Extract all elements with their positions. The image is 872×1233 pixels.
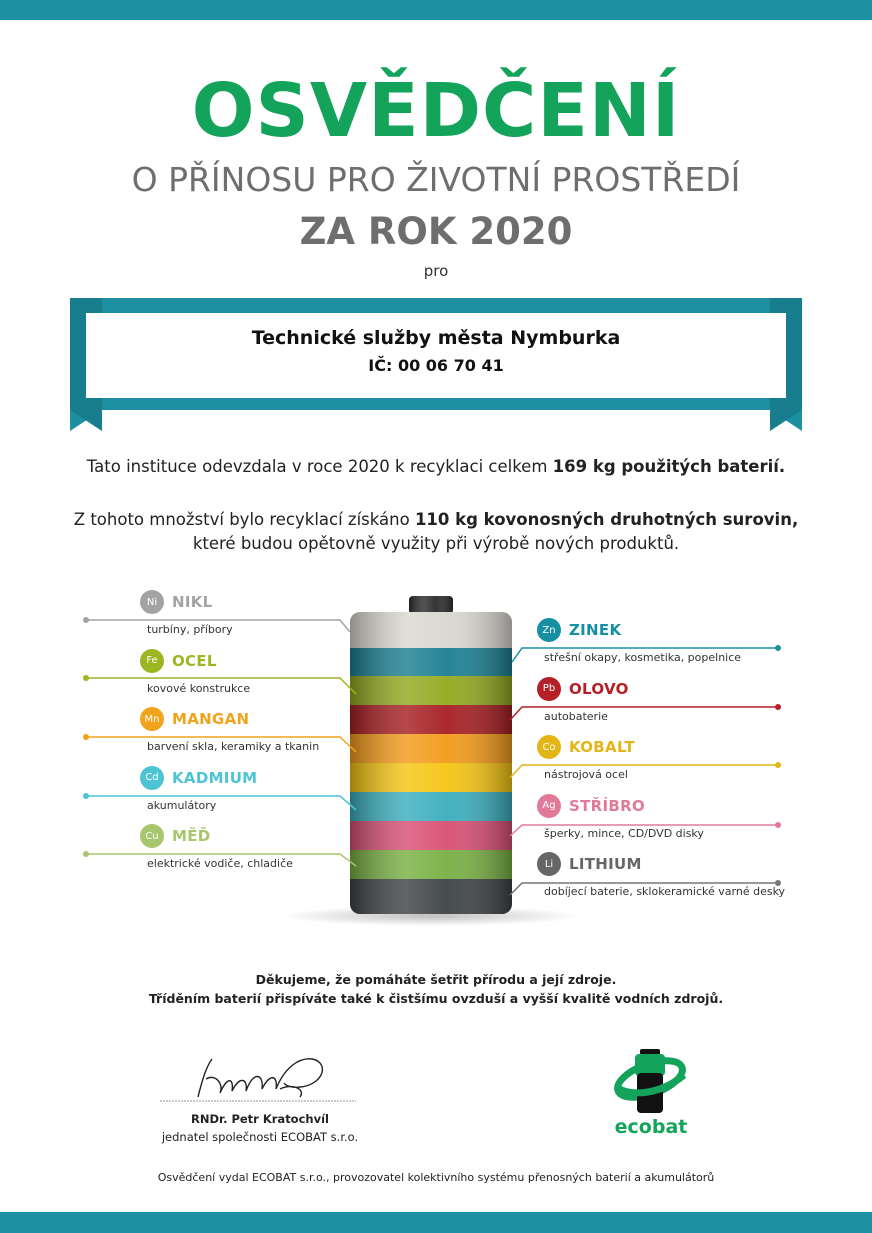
thanks-line-2: Tříděním baterií přispíváte také k čistšímu ovzduší a vyšší kvalitě vodních zdrojů. <box>148 991 724 1006</box>
metal-stříbro <box>537 794 704 840</box>
metal-usage: kovové konstrukce <box>147 681 251 695</box>
metal-header <box>537 677 629 701</box>
metal-symbol: Ni <box>140 590 164 614</box>
footer-note: Osvědčení vydal ECOBAT s.r.o., provozovatel kolektivního systému přenosných baterií a akumulátorů <box>157 1171 715 1184</box>
signer-role: jednatel společnosti ECOBAT s.r.o. <box>161 1130 359 1144</box>
metal-symbol: Mn <box>140 707 164 731</box>
bottom-bar <box>0 1212 872 1233</box>
metal-name: STŘÍBRO <box>569 796 646 815</box>
metal-symbol: Zn <box>537 618 561 642</box>
metal-header <box>537 794 704 818</box>
signature-mark <box>160 1045 360 1107</box>
metal-zinek <box>537 618 741 664</box>
metal-usage: barvení skla, keramiky a tkanin <box>147 740 320 753</box>
metal-kadmium <box>140 766 257 812</box>
metal-nikl <box>140 590 233 636</box>
metal-usage: střešní okapy, kosmetika, popelnice <box>544 651 742 664</box>
metal-header <box>140 707 319 731</box>
ecobat-logo-text: ecobat <box>614 1116 688 1138</box>
metal-header <box>140 824 293 848</box>
statement-collected <box>0 457 872 476</box>
metal-header <box>537 735 635 759</box>
metal-name: NIKL <box>172 593 213 611</box>
certificate-subtitle: O PŘÍNOSU PRO ŽIVOTNÍ PROSTŘEDÍ <box>131 160 741 199</box>
metal-usage: dobíjecí baterie, sklokeramické varné desky <box>544 885 786 898</box>
metal-měď <box>140 824 293 870</box>
statement-recovered-amount: 110 kg kovonosných druhotných surovin, <box>414 510 799 529</box>
recipient-name: Technické služby města Nymburka <box>251 327 621 349</box>
certificate-year: ZA ROK 2020 <box>299 210 573 253</box>
metal-symbol: Li <box>537 852 561 876</box>
metal-name: OCEL <box>172 651 217 670</box>
metal-name: LITHIUM <box>569 855 642 873</box>
top-bar <box>0 0 872 20</box>
metal-name: KADMIUM <box>172 768 258 787</box>
signer-name: RNDr. Petr Kratochvíl <box>191 1112 329 1126</box>
for-label: pro <box>423 262 449 280</box>
metal-symbol: Cu <box>140 824 164 848</box>
statement-collected-text: Tato instituce odevzdala v roce 2020 k recyklaci celkem <box>86 457 553 476</box>
metal-name: MANGAN <box>172 710 250 728</box>
recipient-id: IČ: 00 06 70 41 <box>368 356 504 375</box>
metal-header <box>537 852 785 876</box>
metal-name: KOBALT <box>569 738 635 756</box>
metal-usage: nástrojová ocel <box>544 768 628 781</box>
metal-symbol: Fe <box>140 649 164 673</box>
metal-usage: turbíny, příbory <box>147 623 233 636</box>
metal-usage: autobaterie <box>544 709 608 723</box>
metal-kobalt <box>537 735 635 781</box>
metal-symbol: Co <box>537 735 561 759</box>
metal-mangan <box>140 707 319 753</box>
statement-recovered <box>0 510 872 529</box>
statement-reuse: které budou opětovně využity při výrobě nových produktů. <box>192 534 680 553</box>
metal-ocel <box>140 649 250 695</box>
statement-recovered-text: Z tohoto množství bylo recyklací získáno <box>73 510 415 529</box>
metal-usage: šperky, mince, CD/DVD disky <box>544 826 704 840</box>
thanks-line-1: Děkujeme, že pomáháte šetřit přírodu a její zdroje. <box>255 972 617 987</box>
metal-header <box>140 766 257 790</box>
metal-name: OLOVO <box>569 679 629 698</box>
metal-symbol: Cd <box>140 766 164 790</box>
statement-collected-amount: 169 kg použitých baterií. <box>552 457 786 476</box>
metal-header <box>140 590 233 614</box>
metal-lithium <box>537 852 785 898</box>
ecobat-logo-icon <box>610 1045 690 1117</box>
metal-name: MĚĎ <box>172 827 211 845</box>
metal-header <box>537 618 741 642</box>
metal-name: ZINEK <box>569 621 622 639</box>
metal-olovo <box>537 677 629 723</box>
metal-usage: akumulátory <box>147 798 217 812</box>
metal-header <box>140 649 250 673</box>
metal-symbol: Pb <box>537 677 561 701</box>
metal-usage: elektrické vodiče, chladiče <box>147 857 293 870</box>
certificate-title: OSVĚDČENÍ <box>191 68 681 154</box>
metal-symbol: Ag <box>537 794 561 818</box>
